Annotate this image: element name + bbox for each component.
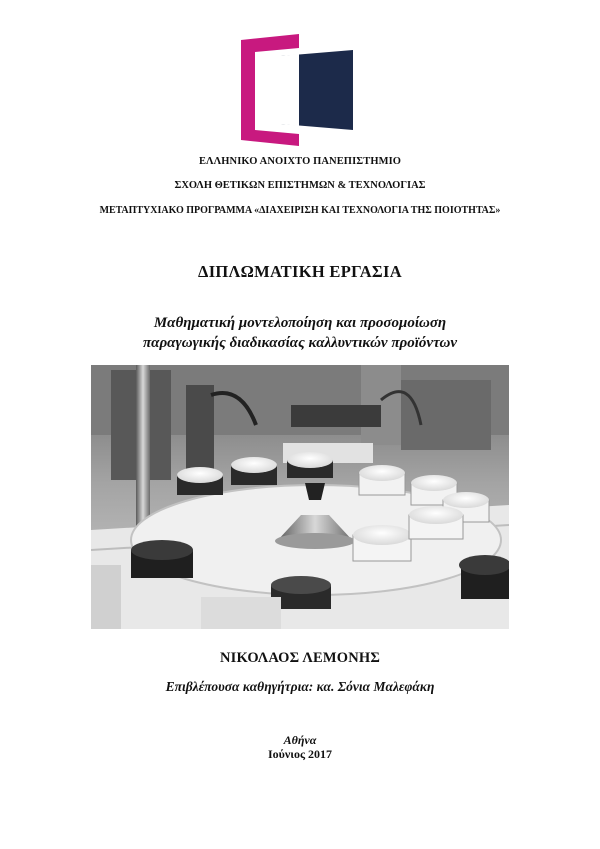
author-name: ΝΙΚΟΛΑΟΣ ΛΕΜΟΝΗΣ <box>219 650 381 666</box>
thesis-title-line-1: Μαθηματική μοντελοποίηση και προσομοίωση <box>153 315 447 331</box>
university-logo <box>241 34 353 146</box>
location: Αθήνα <box>283 733 317 747</box>
program-name: ΜΕΤΑΠΤΥΧΙΑΚΟ ΠΡΟΓΡΑΜΜΑ «ΔΙΑΧΕΙΡΙΣΗ ΚΑΙ ΤΕΧΝΟΛΟΓΙΑ ΤΗΣ ΠΟΙΟΤΗΤΑΣ» <box>99 205 501 216</box>
document-type: ΔΙΠΛΩΜΑΤΙΚΗ ΕΡΓΑΣΙΑ <box>198 262 402 281</box>
cosmetics-production-line-photo <box>91 365 509 629</box>
supervisor-line: Επιβλέπουσα καθηγήτρια: κα. Σόνια Μαλεφάκη <box>165 679 435 694</box>
school-name: ΣΧΟΛΗ ΘΕΤΙΚΩΝ ΕΠΙΣΤΗΜΩΝ & ΤΕΧΝΟΛΟΓΙΑΣ <box>174 180 426 191</box>
university-name: ΕΛΛΗΝΙΚΟ ΑΝΟΙΧΤΟ ΠΑΝΕΠΙΣΤΗΜΙΟ <box>198 156 402 167</box>
thesis-title-line-2: παραγωγικής διαδικασίας καλλυντικών προϊόντων <box>142 335 458 351</box>
submission-date: Ιούνιος 2017 <box>267 747 333 761</box>
